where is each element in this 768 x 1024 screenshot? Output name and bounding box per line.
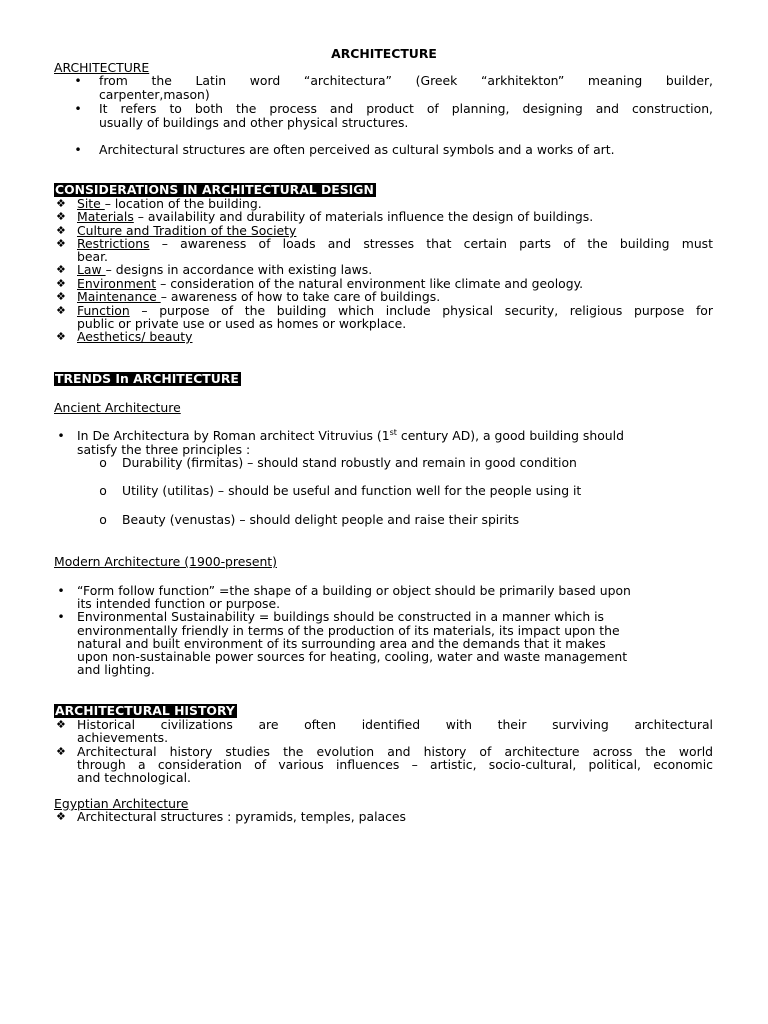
trends-heading [54,372,241,386]
modern-2-line-5: and lighting. [77,662,155,677]
bullet-icon: • [74,73,82,88]
intro-bullet-2-line-1: It refers to both the process and product of planning, designing and construction, [99,101,713,116]
history-1-line-1: Historical civilizations are often identified with their surviving architectural [77,717,713,732]
ancient-line-1-b: century AD), a good building should [396,428,624,443]
diamond-bullet-icon: ❖ [56,277,66,290]
modern-1-line-1: “Form follow function” =the shape of a building or object should be primarily based upon [77,583,631,598]
egyptian-architecture-label: Egyptian Architecture [54,796,189,811]
trends-heading-text: TRENDS In ARCHITECTURE [55,371,239,386]
intro-bullet-1-line-1: from the Latin word “architectura” (Greek “arkhitekton” meaning builder, [99,73,713,88]
consideration-term: Culture and Tradition of the Society [77,223,297,238]
consideration-term: Aesthetics/ beauty [77,329,193,344]
principle-utility: Utility (utilitas) – should be useful and function well for the people using it [122,483,582,498]
modern-2-line-3: natural and built environment of its surrounding area and the demands that it makes [77,636,606,651]
bullet-icon: • [57,428,65,443]
diamond-bullet-icon: ❖ [56,263,66,276]
consideration-continuation: bear. [77,249,108,264]
diamond-bullet-icon: ❖ [56,304,66,317]
modern-2-line-4: upon non-sustainable power sources for heating, cooling, water and waste management [77,649,628,664]
circle-bullet-icon: o [99,483,107,498]
ancient-line-1-sup: st [389,427,397,437]
circle-bullet-icon: o [99,512,107,527]
considerations-heading-text: CONSIDERATIONS IN ARCHITECTURAL DESIGN [55,182,374,197]
consideration-description: – awareness of how to take care of buildings. [160,289,441,304]
history-2-line-1: Architectural history studies the evolution and history of architecture across the world [77,744,713,759]
diamond-bullet-icon: ❖ [56,210,66,223]
consideration-item [77,237,713,250]
consideration-description: – consideration of the natural environment like climate and geology. [156,276,584,291]
consideration-continuation: public or private use or used as homes or workplace. [77,316,407,331]
consideration-term: Site [77,196,105,211]
architecture-label: ARCHITECTURE [54,60,150,75]
intro-bullet-1-line-2: carpenter,mason) [99,87,210,102]
consideration-term: Environment [77,276,157,291]
history-2-line-3: and technological. [77,770,191,785]
consideration-description: – availability and durability of materials influence the design of buildings. [133,209,594,224]
ancient-architecture-label: Ancient Architecture [54,400,181,415]
ancient-line-1 [77,429,624,442]
diamond-bullet-icon: ❖ [56,330,66,343]
consideration-item [77,330,192,343]
egyptian-structures: Architectural structures : pyramids, temples, palaces [77,809,407,824]
modern-1-line-2: its intended function or purpose. [77,596,281,611]
diamond-bullet-icon: ❖ [56,290,66,303]
history-2-line-2: through a consideration of various influences – artistic, socio-cultural, political, economic [77,757,713,772]
consideration-term: Function [77,303,130,318]
consideration-description: – designs in accordance with existing laws. [105,262,373,277]
diamond-bullet-icon: ❖ [56,718,66,731]
consideration-item [77,210,593,223]
document-title: ARCHITECTURE [331,46,437,61]
bullet-icon: • [57,609,65,624]
modern-architecture-label: Modern Architecture (1900-present) [54,554,277,569]
considerations-heading [54,183,376,197]
principle-durability: Durability (firmitas) – should stand robustly and remain in good condition [122,455,577,470]
history-heading-text: ARCHITECTURAL HISTORY [55,703,235,718]
bullet-icon: • [57,583,65,598]
consideration-description: – purpose of the building which include physical security, religious purpose for [129,303,713,318]
diamond-bullet-icon: ❖ [56,237,66,250]
modern-2-line-1: Environmental Sustainability = buildings should be constructed in a manner which is [77,609,605,624]
consideration-term: Maintenance [77,289,161,304]
ancient-line-1-a: In De Architectura by Roman architect Vitruvius (1 [77,428,390,443]
diamond-bullet-icon: ❖ [56,224,66,237]
consideration-item [77,290,440,303]
bullet-icon: • [74,101,82,116]
consideration-term: Law [77,262,106,277]
consideration-term: Materials [77,209,134,224]
bullet-icon: • [74,142,82,157]
consideration-item [77,263,372,276]
diamond-bullet-icon: ❖ [56,810,66,823]
intro-bullet-2-line-2: usually of buildings and other physical structures. [99,115,409,130]
modern-2-line-2: environmentally friendly in terms of the production of its materials, its impact upon the [77,623,620,638]
ancient-line-2: satisfy the three principles : [77,442,251,457]
history-1-line-2: achievements. [77,730,169,745]
consideration-description: – awareness of loads and stresses that certain parts of the building must [149,236,713,251]
consideration-description: – location of the building. [104,196,262,211]
diamond-bullet-icon: ❖ [56,745,66,758]
intro-bullet-3: Architectural structures are often perceived as cultural symbols and a works of art. [99,142,615,157]
history-heading [54,704,237,718]
principle-beauty: Beauty (venustas) – should delight people and raise their spirits [122,512,520,527]
consideration-term: Restrictions [77,236,150,251]
diamond-bullet-icon: ❖ [56,197,66,210]
circle-bullet-icon: o [99,455,107,470]
